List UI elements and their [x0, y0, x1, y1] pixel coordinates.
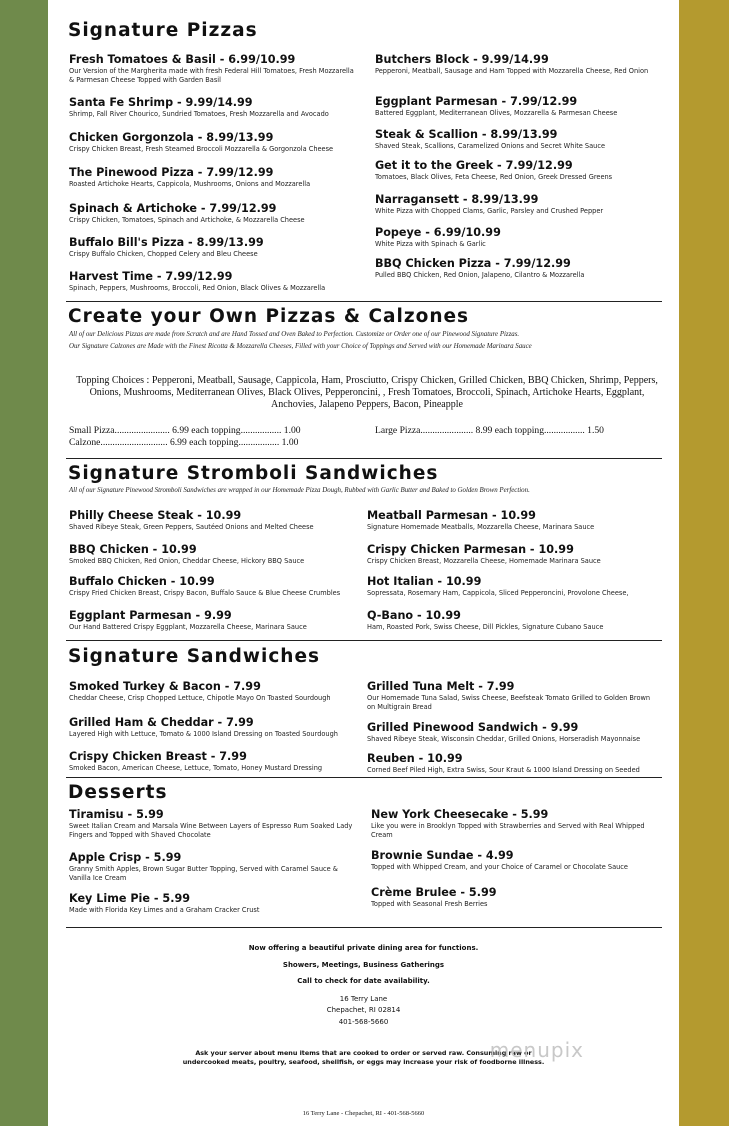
menu-item-name: Narragansett - 8.99/13.99 [375, 193, 539, 206]
menu-item [367, 543, 657, 566]
menu-item-name: Harvest Time - 7.99/12.99 [69, 270, 233, 283]
menu-item [69, 509, 359, 532]
menu-item [69, 96, 359, 119]
left-decorative-band [0, 0, 48, 1126]
menu-item-name: Crispy Chicken Parmesan - 10.99 [367, 543, 574, 556]
menu-item-name: Crispy Chicken Breast - 7.99 [69, 750, 247, 763]
menu-item [69, 808, 359, 839]
menu-item-description: White Pizza with Spinach & Garlic [375, 240, 486, 248]
section-divider [66, 927, 662, 928]
menu-item [375, 159, 665, 182]
menu-item-description: Topped with Seasonal Fresh Berries [371, 900, 488, 908]
calzone-price: Calzone............................ 6.99 each topping................. 1.00 [69, 437, 299, 448]
menu-item-name: Grilled Tuna Melt - 7.99 [367, 680, 515, 693]
section-title-create: Create your Own Pizzas & Calzones [68, 306, 470, 327]
menu-item-description: Shaved Ribeye Steak, Green Peppers, Sautéed Onions and Melted Cheese [69, 523, 314, 531]
small-pizza-price: Small Pizza....................... 6.99 each topping................. 1.00 [69, 425, 301, 436]
menu-item-name: Butchers Block - 9.99/14.99 [375, 53, 549, 66]
menu-item [69, 750, 359, 773]
advisory-line-2: undercooked meats, poultry, seafood, shellfish, or eggs may increase your risk of foodborne illness. [182, 1058, 545, 1066]
menu-item-name: Spinach & Artichoke - 7.99/12.99 [69, 202, 277, 215]
menu-item-description: Spinach, Peppers, Mushrooms, Broccoli, Red Onion, Black Olives & Mozzarella [69, 284, 326, 292]
menu-item-name: Grilled Ham & Cheddar - 7.99 [69, 716, 254, 729]
address-line-1: 16 Terry Lane [339, 995, 388, 1003]
call-note: Call to check for date availability. [297, 977, 430, 985]
menu-item-name: BBQ Chicken Pizza - 7.99/12.99 [375, 257, 571, 270]
menu-item-description: White Pizza with Chopped Clams, Garlic, Parsley and Crushed Pepper [375, 207, 604, 215]
menu-item [367, 609, 657, 632]
menu-item-description: Crispy Chicken Breast, Fresh Steamed Broccoli Mozzarella & Gorgonzola Cheese [69, 145, 334, 153]
menu-item [69, 680, 359, 703]
menu-item [375, 95, 665, 118]
menu-item-description: Tomatoes, Black Olives, Feta Cheese, Red Onion, Greek Dressed Greens [375, 173, 613, 181]
menu-item-name: Q-Bano - 10.99 [367, 609, 461, 622]
menu-item-name: Steak & Scallion - 8.99/13.99 [375, 128, 558, 141]
events-note: Showers, Meetings, Business Gatherings [282, 961, 445, 969]
menu-item-description: Made with Florida Key Limes and a Graham Cracker Crust [69, 906, 260, 914]
section-divider [66, 458, 662, 459]
create-intro-2: Our Signature Calzones are Made with the Finest Ricotta & Mozzarella Cheeses, Filled with your Choice of Toppings and Served with our Homemade Marinara Sauce [69, 343, 532, 350]
menu-item-description: Battered Eggplant, Mediterranean Olives, Mozzarella & Parmesan Cheese [375, 109, 618, 117]
phone-number: 401-568-5660 [338, 1018, 389, 1026]
section-title-pizzas: Signature Pizzas [68, 20, 258, 41]
menu-item-description: Our Version of the Margherita made with fresh Federal Hill Tomatoes, Fresh Mozzarella & Parmesan Cheese Topped with Garden Basil [69, 67, 354, 84]
menu-item-name: Chicken Gorgonzola - 8.99/13.99 [69, 131, 274, 144]
menu-item [367, 509, 657, 532]
menu-item-name: New York Cheesecake - 5.99 [371, 808, 549, 821]
menu-item-name: Brownie Sundae - 4.99 [371, 849, 514, 862]
menu-item-name: Meatball Parmesan - 10.99 [367, 509, 536, 522]
menu-item [371, 808, 661, 839]
menu-item [375, 128, 665, 151]
menu-item-name: Santa Fe Shrimp - 9.99/14.99 [69, 96, 253, 109]
menu-item-description: Smoked Bacon, American Cheese, Lettuce, Tomato, Honey Mustard Dressing [69, 764, 323, 772]
menu-page [48, 0, 679, 1126]
menu-item [375, 193, 665, 216]
watermark-logo: menupix [489, 1038, 584, 1062]
menu-item [367, 680, 657, 711]
menu-item-name: Smoked Turkey & Bacon - 7.99 [69, 680, 261, 693]
menu-item-description: Pepperoni, Meatball, Sausage and Ham Topped with Mozzarella Cheese, Red Onion [375, 67, 649, 75]
menu-item [367, 752, 657, 775]
menu-item-name: Eggplant Parmesan - 9.99 [69, 609, 232, 622]
menu-item-description: Crispy Fried Chicken Breast, Crispy Bacon, Buffalo Sauce & Blue Cheese Crumbles [69, 589, 341, 597]
menu-item-name: Reuben - 10.99 [367, 752, 463, 765]
menu-item-name: Buffalo Bill's Pizza - 8.99/13.99 [69, 236, 264, 249]
menu-item [69, 166, 359, 189]
create-intro-1: All of our Delicious Pizzas are made from Scratch and are Hand Tossed and Oven Baked to Perfection. Customize or Order one of our Pinewood Signature Pizzas. [69, 331, 520, 338]
menu-item [69, 202, 359, 225]
menu-item [375, 226, 665, 249]
menu-item [69, 131, 359, 154]
section-title-stromboli: Signature Stromboli Sandwiches [68, 463, 439, 484]
menu-item-description: Shaved Steak, Scallions, Caramelized Onions and Secret White Sauce [375, 142, 606, 150]
menu-item [69, 236, 359, 259]
large-pizza-price: Large Pizza...................... 8.99 each topping................. 1.50 [375, 425, 604, 436]
menu-item [69, 53, 359, 84]
menu-item-name: Tiramisu - 5.99 [69, 808, 164, 821]
menu-item-name: Eggplant Parmesan - 7.99/12.99 [375, 95, 578, 108]
menu-item-name: Hot Italian - 10.99 [367, 575, 482, 588]
menu-item-description: Ham, Roasted Pork, Swiss Cheese, Dill Pickles, Signature Cubano Sauce [367, 623, 604, 631]
menu-item [367, 721, 657, 744]
menu-item [69, 575, 359, 598]
topping-choices: Topping Choices : Pepperoni, Meatball, Sausage, Cappicola, Ham, Prosciutto, Crispy Chicken, Grilled Chicken, BBQ Chicken, Shrimp, Peppers, Onions, Mushrooms, Mediterranean Olives, Black Olives, Pepperoncini, , Fresh Tomatoes, Broccoli, Spinach, Artichoke Hearts, Eggplant, Anchovies, Jalapeno Peppers, Bacon, Pineapple [76, 375, 658, 410]
menu-item-description: Shrimp, Fall River Chourico, Sundried Tomatoes, Fresh Mozzarella and Avocado [69, 110, 329, 118]
menu-item-description: Smoked BBQ Chicken, Red Onion, Cheddar Cheese, Hickory BBQ Sauce [69, 557, 305, 565]
menu-item-description: Layered High with Lettuce, Tomato & 1000 Island Dressing on Toasted Sourdough [69, 730, 338, 738]
menu-item-description: Like you were in Brooklyn Topped with Strawberries and Served with Real Whipped Cream [371, 822, 645, 839]
menu-item [69, 609, 359, 632]
menu-item [371, 849, 661, 872]
menu-item-name: Crème Brulee - 5.99 [371, 886, 497, 899]
menu-item-name: Fresh Tomatoes & Basil - 6.99/10.99 [69, 53, 296, 66]
menu-item-name: Apple Crisp - 5.99 [69, 851, 182, 864]
menu-item [371, 886, 661, 909]
menu-item-description: Roasted Artichoke Hearts, Cappicola, Mushrooms, Onions and Mozzarella [69, 180, 311, 188]
bottom-address-line: 16 Terry Lane - Chepachet, RI - 401-568-5660 [302, 1110, 425, 1117]
private-dining-note: Now offering a beautiful private dining area for functions. [248, 944, 479, 952]
menu-item-name: Popeye - 6.99/10.99 [375, 226, 501, 239]
menu-item-description: Topped with Whipped Cream, and your Choice of Caramel or Chocolate Sauce [371, 863, 628, 871]
menu-item [69, 716, 359, 739]
menu-item-description: Signature Homemade Meatballs, Mozzarella Cheese, Marinara Sauce [367, 523, 595, 531]
menu-item-name: Buffalo Chicken - 10.99 [69, 575, 215, 588]
menu-item-description: Granny Smith Apples, Brown Sugar Butter Topping, Served with Caramel Sauce & Vanilla Ice Cream [69, 865, 338, 882]
advisory-line-1: Ask your server about menu items that are cooked to order or served raw. Consuming raw or [195, 1049, 532, 1057]
menu-item-description: Crispy Chicken Breast, Mozzarella Cheese, Homemade Marinara Sauce [367, 557, 601, 565]
menu-item-description: Sopressata, Rosemary Ham, Cappicola, Sliced Pepperoncini, Provolone Cheese, [367, 589, 629, 597]
menu-item-name: Philly Cheese Steak - 10.99 [69, 509, 242, 522]
menu-item-description: Cheddar Cheese, Crisp Chopped Lettuce, Chipotle Mayo On Toasted Sourdough [69, 694, 331, 702]
right-decorative-band [679, 0, 729, 1126]
menu-item [69, 892, 359, 915]
menu-item-description: Sweet Italian Cream and Marsala Wine Between Layers of Espresso Rum Soaked Lady Fingers and Topped with Shaved Chocolate [69, 822, 353, 839]
menu-item [367, 575, 657, 598]
section-divider [66, 640, 662, 641]
stromboli-intro: All of our Signature Pinewood Stromboli Sandwiches are wrapped in our Homemade Pizza Dough, Rubbed with Garlic Butter and Baked to Golden Brown Perfection. [69, 487, 530, 494]
menu-item [69, 543, 359, 566]
menu-item-description: Shaved Ribeye Steak, Wisconsin Cheddar, Grilled Onions, Horseradish Mayonnaise [367, 735, 641, 743]
menu-item-description: Crispy Chicken, Tomatoes, Spinach and Artichoke, & Mozzarella Cheese [69, 216, 305, 224]
section-divider [66, 301, 662, 302]
section-title-desserts: Desserts [68, 782, 168, 803]
section-divider [66, 777, 662, 778]
menu-item-name: Grilled Pinewood Sandwich - 9.99 [367, 721, 579, 734]
address-line-2: Chepachet, RI 02814 [326, 1006, 401, 1014]
menu-item-description: Pulled BBQ Chicken, Red Onion, Jalapeno, Cilantro & Mozzarella [375, 271, 585, 279]
menu-item-name: Get it to the Greek - 7.99/12.99 [375, 159, 573, 172]
menu-item-description: Our Homemade Tuna Salad, Swiss Cheese, Beefsteak Tomato Grilled to Golden Brown on Multigrain Bread [367, 694, 651, 711]
menu-item-name: BBQ Chicken - 10.99 [69, 543, 197, 556]
menu-item-description: Crispy Buffalo Chicken, Chopped Celery and Bleu Cheese [69, 250, 258, 258]
menu-item-name: The Pinewood Pizza - 7.99/12.99 [69, 166, 274, 179]
menu-item [375, 257, 665, 280]
section-title-sandwiches: Signature Sandwiches [68, 646, 321, 667]
menu-item [375, 53, 665, 76]
menu-item [69, 851, 359, 882]
menu-item [69, 270, 359, 293]
menu-item-name: Key Lime Pie - 5.99 [69, 892, 191, 905]
menu-item-description: Corned Beef Piled High, Extra Swiss, Sour Kraut & 1000 Island Dressing on Seeded [367, 766, 640, 774]
menu-item-description: Our Hand Battered Crispy Eggplant, Mozzarella Cheese, Marinara Sauce [69, 623, 307, 631]
